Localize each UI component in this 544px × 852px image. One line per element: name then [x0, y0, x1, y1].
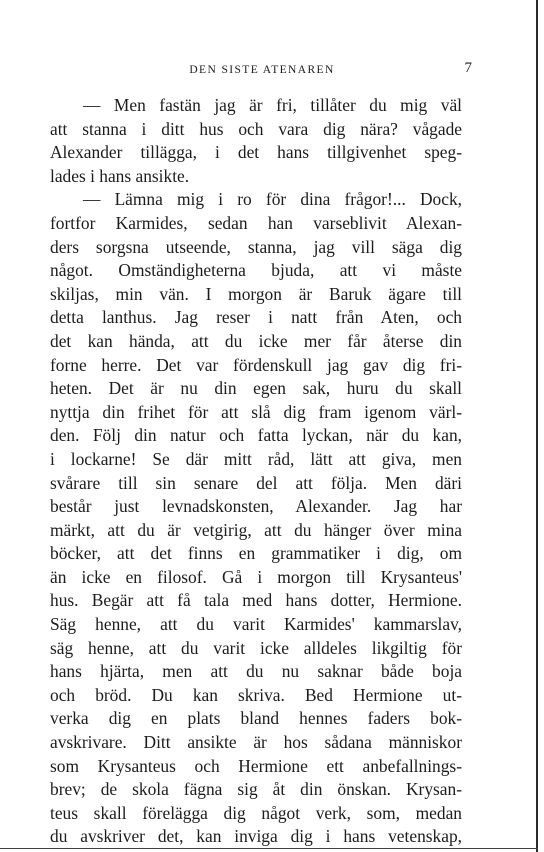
text-line: svårare till sin senare del att följa. Men däri	[50, 472, 462, 493]
page-number: 7	[464, 60, 472, 76]
text-line: du avskriver det, kan inviga dig i hans vetenskap,	[50, 826, 462, 847]
text-line: skiljas, min vän. I morgon är Baruk ägare till	[50, 283, 462, 304]
text-line: Säg henne, att du varit Karmides' kammarslav,	[50, 614, 462, 635]
text-line: säg henne, att du varit icke alldeles likgiltig för	[50, 637, 462, 658]
page-header	[52, 60, 472, 82]
text-line: hus. Begär att få tala med hans dotter, Hermione.	[50, 590, 462, 611]
text-line: detta lanthus. Jag reser i natt från Aten, och	[50, 307, 462, 328]
text-line: forne herre. Det var fördenskull jag gav dig fri-	[50, 354, 462, 375]
text-line: märkt, att du är vetgirig, att du hänger över mina	[50, 519, 462, 540]
text-line: består just levnadskonsten, Alexander. Jag har	[50, 496, 462, 517]
page-edge	[536, 0, 538, 852]
text-line: och bröd. Du kan skriva. Bed Hermione ut-	[50, 684, 462, 705]
text-line: avskrivare. Ditt ansikte är hos sådana människor	[50, 732, 462, 753]
text-line: lades i hans ansikte.	[50, 165, 190, 186]
text-line: det kan hända, att du icke mer får återse din	[50, 330, 462, 351]
text-line: heten. Det är nu din egen sak, huru du skall	[50, 378, 462, 399]
text-line: nyttja din frihet för att slå dig fram igenom värl-	[50, 401, 462, 422]
text-line: teus skall förelägga dig något verk, som, medan	[50, 802, 462, 823]
text-line: brev; de skola fägna sig åt din önskan. Krysan-	[50, 779, 462, 800]
text-line: — Men fastän jag är fri, tillåter du mig väl	[83, 95, 462, 115]
text-line: fortfor Karmides, sedan han varseblivit Alexan-	[50, 212, 462, 233]
text-line: som Krysanteus och Hermione ett anbefallnings-	[50, 755, 462, 776]
body-text	[50, 94, 462, 849]
text-line: böcker, att det finns en grammatiker i dig, om	[50, 543, 462, 564]
text-line: i lockarne! Se där mitt råd, lätt att giva, men	[50, 448, 462, 469]
text-line: något. Omständigheterna bjuda, att vi måste	[50, 260, 462, 281]
running-head: DEN SISTE ATENAREN	[189, 64, 335, 76]
text-line: den. Följ din natur och fatta lyckan, när du kan,	[50, 425, 462, 446]
text-line: ders sorgsna utseende, stanna, jag vill säga dig	[50, 236, 462, 257]
text-line: än icke en filosof. Gå i morgon till Krysanteus'	[50, 566, 462, 587]
text-line: att stanna i ditt hus och vara dig nära? vågade	[50, 118, 462, 139]
text-line: hans hjärta, men att du nu saknar både boja	[50, 661, 462, 682]
text-line: verka dig en plats bland hennes faders bok-	[50, 708, 462, 729]
text-line: — Lämna mig i ro för dina frågor!... Dock,	[83, 189, 462, 210]
text-line: Alexander tillägga, i det hans tillgivenhet speg-	[50, 142, 462, 163]
